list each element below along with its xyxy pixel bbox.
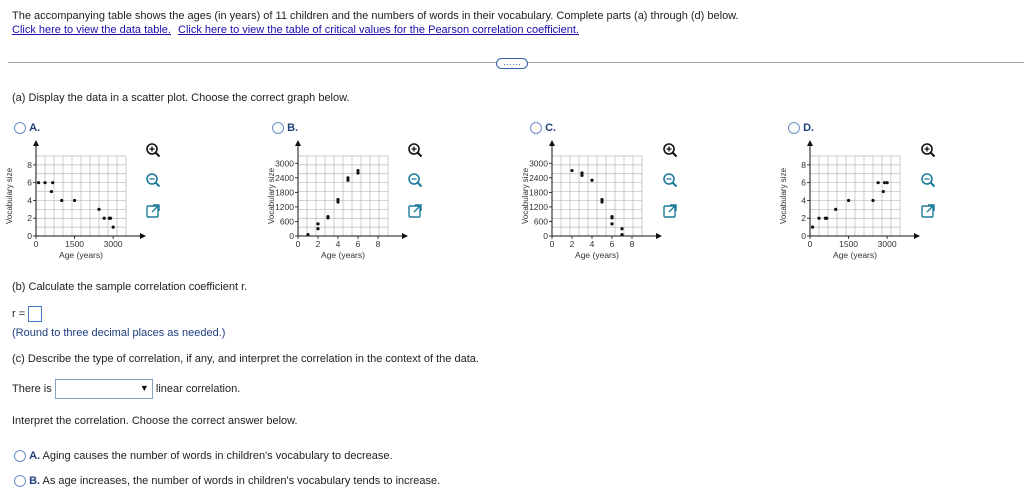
- critical-values-link[interactable]: Click here to view the table of critical values for the Pearson correlation coefficient.: [178, 24, 579, 36]
- y-tick-label: 2400: [275, 172, 294, 183]
- scatter-plot-a: [0, 138, 240, 263]
- y-tick-label: 0: [543, 231, 548, 241]
- option-d-label: D.: [803, 122, 815, 134]
- question-intro: The accompanying table shows the ages (in years) of 11 children and the numbers of words in their vocabulary. Complete parts (a) through (d) below.: [12, 10, 739, 22]
- scatter-plot-c: [516, 138, 756, 263]
- y-tick-label: 8: [801, 159, 806, 170]
- x-tick-label: 2: [569, 239, 575, 249]
- r-row: [12, 306, 42, 322]
- part-b-prompt: (b) Calculate the sample correlation coefficient r.: [12, 281, 248, 293]
- y-axis-label: Vocabulary size: [267, 167, 276, 225]
- data-point: [51, 181, 54, 184]
- rounding-hint: (Round to three decimal places as needed.): [12, 327, 226, 339]
- zoom-in-icon[interactable]: [662, 142, 680, 160]
- zoom-in-icon[interactable]: [920, 142, 938, 160]
- y-axis-arrow-icon: [295, 140, 301, 146]
- data-point: [97, 208, 100, 211]
- data-point: [811, 226, 814, 229]
- data-point: [570, 169, 573, 172]
- x-axis-arrow-icon: [656, 233, 662, 239]
- x-axis-label: Age (years): [321, 250, 365, 260]
- data-point: [103, 217, 106, 220]
- y-tick-label: 8: [27, 159, 32, 170]
- y-tick-label: 0: [289, 231, 294, 241]
- y-tick-label: 1200: [275, 201, 294, 212]
- y-axis-arrow-icon: [807, 140, 813, 146]
- grid: [36, 156, 126, 236]
- data-point: [886, 181, 889, 184]
- data-point: [73, 199, 76, 202]
- data-point: [610, 216, 613, 219]
- answer-b[interactable]: [14, 475, 440, 487]
- answer-b-label: B.: [29, 475, 41, 487]
- answer-b-text: As age increases, the number of words in children's vocabulary tends to increase.: [42, 475, 441, 487]
- y-axis-label: Vocabulary size: [779, 167, 788, 225]
- option-a-radio[interactable]: [14, 122, 26, 134]
- y-tick-label: 3000: [529, 158, 548, 169]
- grid: [810, 156, 900, 236]
- y-tick-label: 2400: [529, 172, 548, 183]
- x-axis-label: Age (years): [575, 250, 619, 260]
- x-tick-label: 1500: [65, 239, 85, 249]
- data-point: [346, 176, 349, 179]
- x-axis-arrow-icon: [402, 233, 408, 239]
- y-axis-label: Vocabulary size: [5, 167, 14, 225]
- x-tick-label: 4: [589, 239, 595, 249]
- zoom-in-icon[interactable]: [145, 142, 163, 160]
- links-row: [12, 24, 583, 36]
- r-label: r =: [12, 307, 26, 320]
- data-point: [590, 179, 593, 182]
- data-point: [109, 217, 112, 220]
- x-tick-label: 0: [807, 239, 813, 249]
- option-c-radio[interactable]: [530, 122, 542, 134]
- data-point: [316, 222, 319, 225]
- popout-icon[interactable]: [407, 203, 425, 221]
- answer-a-label: A.: [29, 450, 41, 462]
- data-point: [871, 199, 874, 202]
- x-tick-label: 8: [375, 239, 381, 249]
- x-tick-label: 8: [629, 239, 635, 249]
- y-tick-label: 6: [27, 177, 32, 188]
- option-d[interactable]: [788, 122, 814, 134]
- x-tick-label: 3000: [103, 239, 123, 249]
- zoom-out-icon[interactable]: [407, 172, 425, 190]
- correlation-type-select[interactable]: [55, 379, 153, 399]
- interpret-prompt: Interpret the correlation. Choose the correct answer below.: [12, 415, 298, 427]
- data-point: [50, 190, 53, 193]
- option-d-radio[interactable]: [788, 122, 800, 134]
- scatter-svg: [774, 138, 1014, 260]
- scatter-plot-d: [774, 138, 1014, 263]
- x-axis-label: Age (years): [833, 250, 877, 260]
- y-tick-label: 0: [801, 231, 806, 241]
- data-point: [620, 233, 623, 236]
- data-point: [336, 198, 339, 201]
- data-point: [580, 174, 583, 177]
- data-point: [817, 217, 820, 220]
- data-point: [37, 181, 40, 184]
- data-point: [882, 190, 885, 193]
- zoom-out-icon[interactable]: [145, 172, 163, 190]
- y-tick-label: 1200: [529, 201, 548, 212]
- data-point: [326, 215, 329, 218]
- data-point: [306, 233, 309, 236]
- scatter-svg: [262, 138, 502, 260]
- zoom-out-icon[interactable]: [662, 172, 680, 190]
- data-point: [356, 169, 359, 172]
- grid: [298, 156, 388, 236]
- part-c-prompt: (c) Describe the type of correlation, if any, and interpret the correlation in the context of the data.: [12, 353, 479, 365]
- y-tick-label: 1800: [275, 187, 294, 198]
- scatter-plot-b: [262, 138, 502, 263]
- r-input[interactable]: [28, 306, 42, 322]
- data-table-link[interactable]: Click here to view the data table.: [12, 24, 171, 36]
- x-tick-label: 2: [315, 239, 321, 249]
- y-tick-label: 3000: [275, 158, 294, 169]
- popout-icon[interactable]: [920, 203, 938, 221]
- x-tick-label: 4: [335, 239, 341, 249]
- y-tick-label: 600: [279, 216, 294, 227]
- x-tick-label: 0: [33, 239, 39, 249]
- scatter-svg: [0, 138, 240, 260]
- data-point: [834, 208, 837, 211]
- data-point: [600, 200, 603, 203]
- x-axis-arrow-icon: [914, 233, 920, 239]
- data-point: [610, 222, 613, 225]
- option-a[interactable]: [14, 122, 40, 134]
- answer-a-text: Aging causes the number of words in children's vocabulary to decrease.: [42, 450, 393, 462]
- linear-label: linear correlation.: [155, 382, 241, 395]
- y-axis-arrow-icon: [33, 140, 39, 146]
- there-is-label: There is: [12, 382, 52, 395]
- zoom-out-icon[interactable]: [920, 172, 938, 190]
- y-tick-label: 4: [27, 195, 32, 206]
- answer-a-radio[interactable]: [14, 450, 26, 462]
- option-b-radio[interactable]: [272, 122, 284, 134]
- data-point: [847, 199, 850, 202]
- grid: [552, 156, 642, 236]
- data-point: [877, 181, 880, 184]
- y-axis-arrow-icon: [549, 140, 555, 146]
- y-tick-label: 4: [801, 195, 806, 206]
- y-tick-label: 2: [801, 213, 806, 224]
- x-tick-label: 6: [609, 239, 615, 249]
- option-c[interactable]: [530, 122, 556, 134]
- y-tick-label: 6: [801, 177, 806, 188]
- data-point: [825, 217, 828, 220]
- x-axis-arrow-icon: [140, 233, 146, 239]
- x-tick-label: 1500: [839, 239, 859, 249]
- x-tick-label: 0: [549, 239, 555, 249]
- data-point: [60, 199, 63, 202]
- option-b[interactable]: [272, 122, 298, 134]
- option-c-label: C.: [545, 122, 557, 134]
- answer-a[interactable]: [14, 450, 393, 462]
- y-tick-label: 600: [533, 216, 548, 227]
- x-tick-label: 6: [355, 239, 361, 249]
- dropdown-arrow-icon: ▼: [139, 383, 149, 393]
- x-tick-label: 3000: [877, 239, 897, 249]
- answer-b-radio[interactable]: [14, 475, 26, 487]
- data-point: [43, 181, 46, 184]
- popout-icon[interactable]: [662, 203, 680, 221]
- there-is-row: [12, 379, 240, 399]
- x-tick-label: 0: [295, 239, 301, 249]
- x-axis-label: Age (years): [59, 250, 103, 260]
- data-point: [316, 227, 319, 230]
- y-tick-label: 1800: [529, 187, 548, 198]
- data-point: [620, 227, 623, 230]
- y-tick-label: 0: [27, 231, 32, 241]
- popout-icon[interactable]: [145, 203, 163, 221]
- y-axis-label: Vocabulary size: [521, 167, 530, 225]
- scatter-svg: [516, 138, 756, 260]
- data-point: [112, 226, 115, 229]
- zoom-in-icon[interactable]: [407, 142, 425, 160]
- y-tick-label: 2: [27, 213, 32, 224]
- option-a-label: A.: [29, 122, 41, 134]
- part-a-prompt: (a) Display the data in a scatter plot. Choose the correct graph below.: [12, 92, 350, 104]
- option-b-label: B.: [287, 122, 299, 134]
- more-button[interactable]: ……: [496, 58, 528, 69]
